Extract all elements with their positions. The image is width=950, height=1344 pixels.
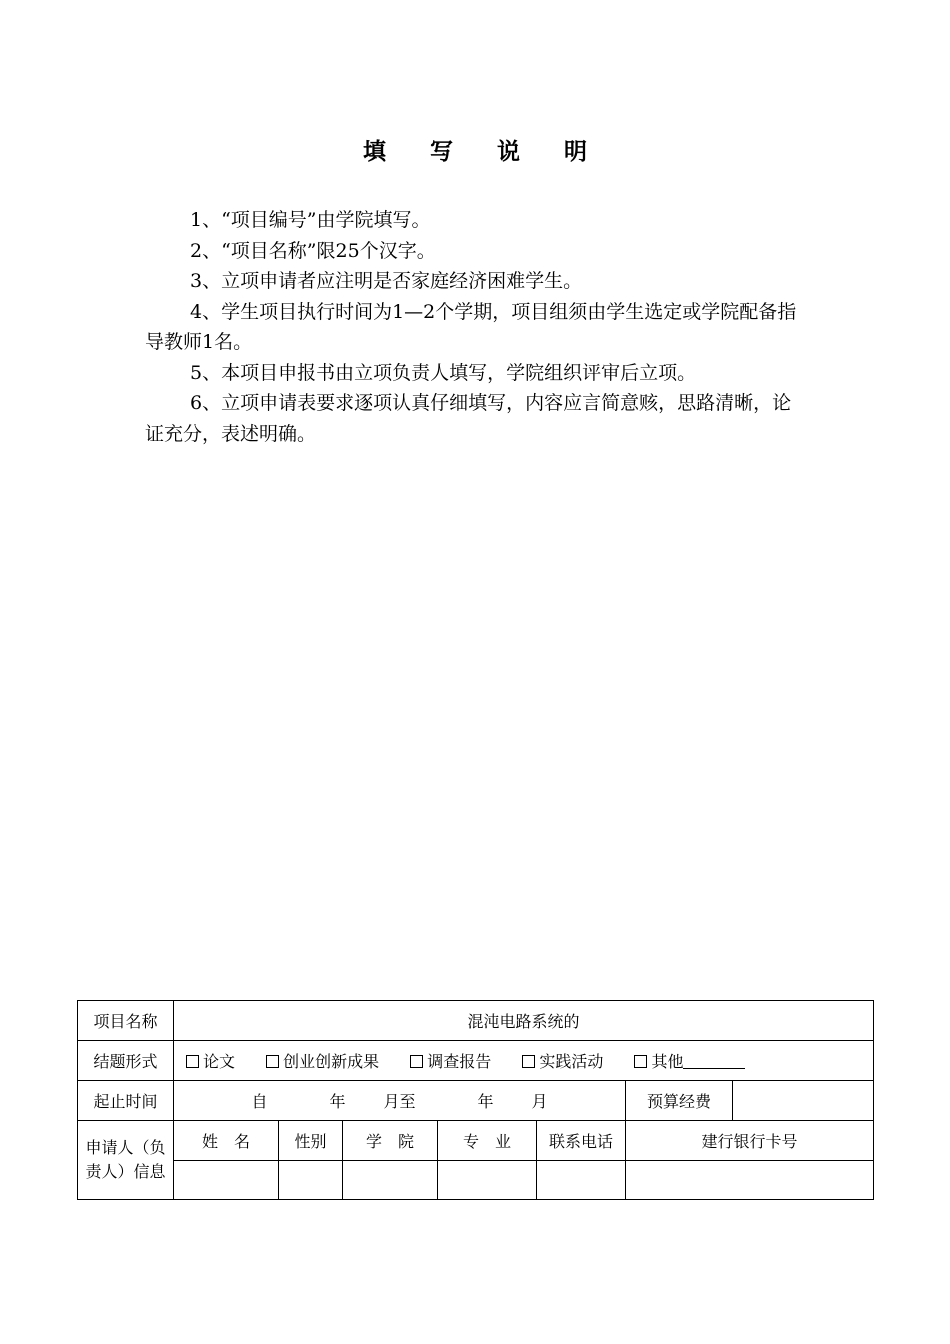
checkbox-icon bbox=[186, 1055, 199, 1068]
instruction-item: 2、“项目名称”限25个汉字。 bbox=[190, 239, 436, 262]
project-name-field[interactable]: 混沌电路系统的 bbox=[174, 1001, 874, 1041]
instruction-item: 4、学生项目执行时间为1—2个学期，项目组须由学生选定或学院配备指导教师1名。 bbox=[145, 300, 797, 353]
column-phone: 联系电话 bbox=[537, 1121, 626, 1161]
other-blank-field[interactable] bbox=[683, 1054, 745, 1069]
checkbox-icon bbox=[410, 1055, 423, 1068]
period-year: 年 bbox=[477, 1092, 494, 1111]
column-gender: 性别 bbox=[279, 1121, 343, 1161]
checkbox-icon bbox=[266, 1055, 279, 1068]
major-field[interactable] bbox=[438, 1161, 537, 1200]
application-form-table bbox=[77, 1000, 874, 1200]
option-practice[interactable]: 实践活动 bbox=[522, 1049, 603, 1072]
checkbox-icon bbox=[522, 1055, 535, 1068]
budget-label: 预算经费 bbox=[626, 1081, 733, 1121]
option-survey-report[interactable]: 调查报告 bbox=[410, 1049, 491, 1072]
name-field[interactable] bbox=[174, 1161, 279, 1200]
period-field[interactable] bbox=[174, 1081, 626, 1121]
period-month: 月 bbox=[531, 1092, 548, 1111]
budget-field[interactable] bbox=[733, 1081, 874, 1121]
page-title: 填 写 说 明 bbox=[362, 138, 606, 165]
period-year: 年 bbox=[329, 1092, 346, 1111]
college-field[interactable] bbox=[343, 1161, 438, 1200]
period-label: 起止时间 bbox=[78, 1081, 174, 1121]
column-college: 学 院 bbox=[343, 1121, 438, 1161]
option-innovation[interactable]: 创业创新成果 bbox=[266, 1049, 379, 1072]
checkbox-icon bbox=[634, 1055, 647, 1068]
column-major: 专 业 bbox=[438, 1121, 537, 1161]
period-from: 自 bbox=[251, 1092, 268, 1111]
option-paper[interactable]: 论文 bbox=[186, 1049, 235, 1072]
applicant-label: 申请人（负责人）信息 bbox=[78, 1121, 174, 1200]
column-bank-card: 建行银行卡号 bbox=[626, 1121, 874, 1161]
column-name: 姓 名 bbox=[174, 1121, 279, 1161]
period-month-to: 月至 bbox=[383, 1092, 416, 1111]
option-other[interactable]: 其他 bbox=[634, 1049, 745, 1072]
instruction-item: 3、立项申请者应注明是否家庭经济困难学生。 bbox=[190, 270, 583, 292]
gender-field[interactable] bbox=[279, 1161, 343, 1200]
bank-card-field[interactable] bbox=[626, 1161, 874, 1200]
instruction-item: 5、本项目申报书由立项负责人填写，学院组织评审后立项。 bbox=[190, 361, 697, 384]
project-name-label: 项目名称 bbox=[78, 1001, 174, 1041]
instruction-item: 6、立项申请表要求逐项认真仔细填写，内容应言简意赅，思路清晰，论证充分，表述明确。 bbox=[145, 392, 792, 445]
result-form-label: 结题形式 bbox=[78, 1041, 174, 1081]
instruction-item: 1、“项目编号”由学院填写。 bbox=[190, 209, 431, 231]
phone-field[interactable] bbox=[537, 1161, 626, 1200]
result-form-options bbox=[174, 1041, 874, 1081]
instructions-list bbox=[145, 205, 810, 449]
